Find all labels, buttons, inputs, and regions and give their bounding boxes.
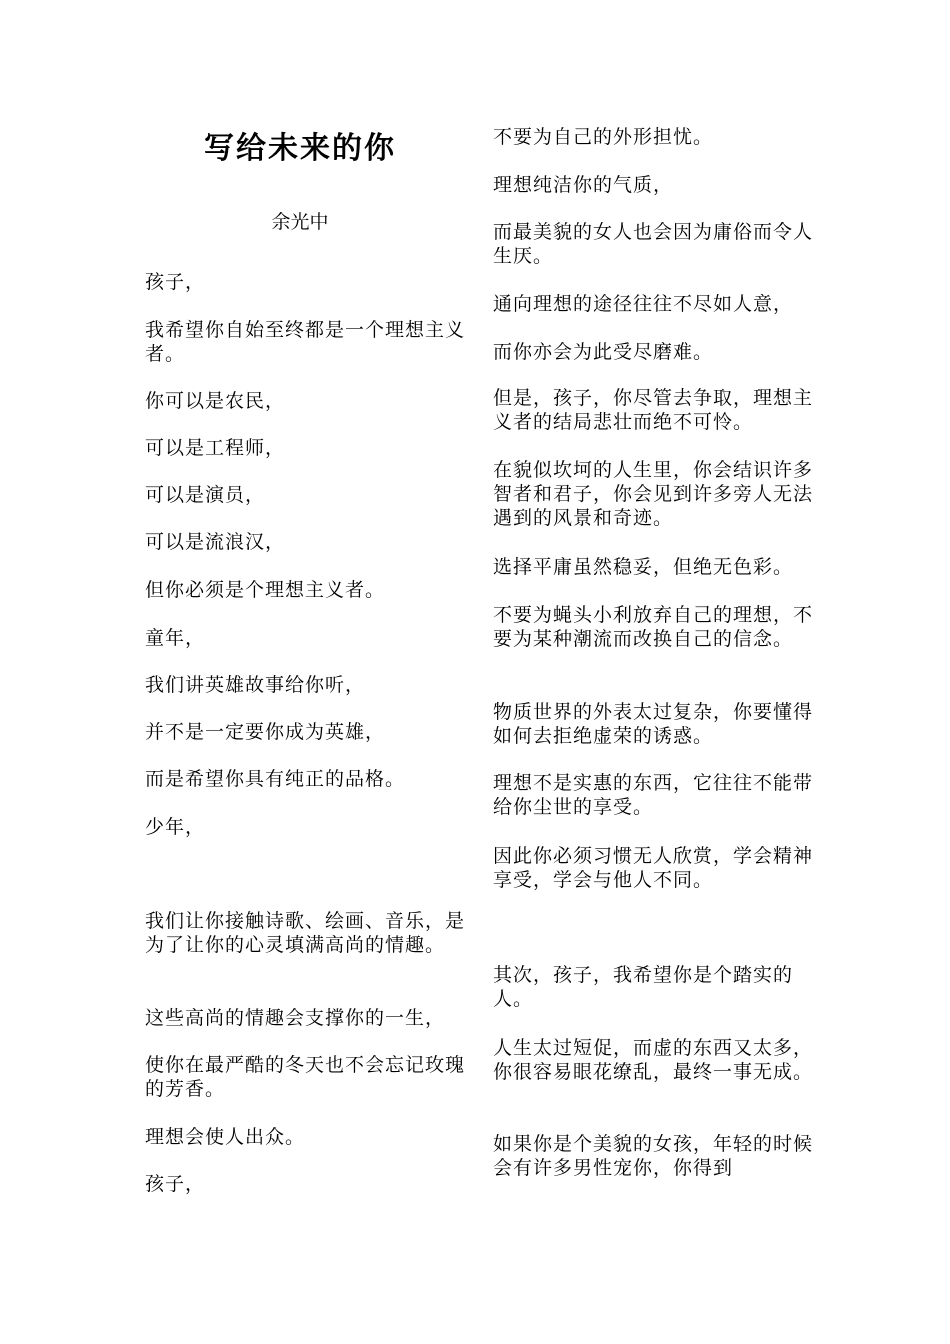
paragraph: 理想不是实惠的东西，它往往不能带给你尘世的享受。 [493,772,814,818]
paragraph: 这些高尚的情趣会支撑你的一生， [145,1007,446,1029]
paragraph: 因此你必须习惯无人欣赏，学会精神享受，学会与他人不同。 [493,845,814,891]
document-title: 写给未来的你 [204,131,396,166]
paragraph: 我希望你自始至终都是一个理想主义者。 [145,319,466,365]
paragraph: 童年， [145,627,206,649]
paragraph: 我们讲英雄故事给你听， [145,674,366,696]
paragraph: 可以是演员， [145,484,266,506]
paragraph: 可以是流浪汉， [145,531,286,553]
paragraph: 使你在最严酷的冬天也不会忘记玫瑰的芳香。 [145,1054,466,1100]
document-author: 余光中 [271,211,329,233]
paragraph: 你可以是农民， [145,390,286,412]
paragraph: 而最美貌的女人也会因为庸俗而令人生厌。 [493,221,814,267]
paragraph: 少年， [145,816,206,838]
paragraph: 如果你是个美貌的女孩，年轻的时候会有许多男性宠你，你得到 [493,1133,814,1179]
paragraph: 在貌似坎坷的人生里，你会结识许多智者和君子，你会见到许多旁人无法遇到的风景和奇迹。 [493,459,814,529]
paragraph: 不要为自己的外形担忧。 [493,126,714,148]
paragraph: 而你亦会为此受尽磨难。 [493,341,714,363]
paragraph: 但你必须是个理想主义者。 [145,579,386,601]
paragraph: 孩子， [145,271,206,293]
paragraph: 理想会使人出众。 [145,1126,306,1148]
paragraph: 可以是工程师， [145,437,286,459]
paragraph: 其次，孩子，我希望你是个踏实的人。 [493,964,794,1010]
paragraph: 物质世界的外表太过复杂，你要懂得如何去拒绝虚荣的诱惑。 [493,701,814,747]
paragraph: 我们让你接触诗歌、绘画、音乐，是为了让你的心灵填满高尚的情趣。 [145,910,466,956]
paragraph: 而是希望你具有纯正的品格。 [145,768,406,790]
paragraph: 不要为蝇头小利放弃自己的理想，不要为某种潮流而改换自己的信念。 [493,604,814,650]
paragraph: 并不是一定要你成为英雄， [145,721,386,743]
paragraph: 选择平庸虽然稳妥，但绝无色彩。 [493,556,794,578]
paragraph: 孩子， [145,1173,206,1195]
paragraph: 通向理想的途径往往不尽如人意， [493,293,794,315]
paragraph: 但是，孩子，你尽管去争取，理想主义者的结局悲壮而绝不可怜。 [493,387,814,433]
paragraph: 人生太过短促，而虚的东西又太多，你很容易眼花缭乱，最终一事无成。 [493,1037,814,1083]
paragraph: 理想纯洁你的气质， [493,174,674,196]
